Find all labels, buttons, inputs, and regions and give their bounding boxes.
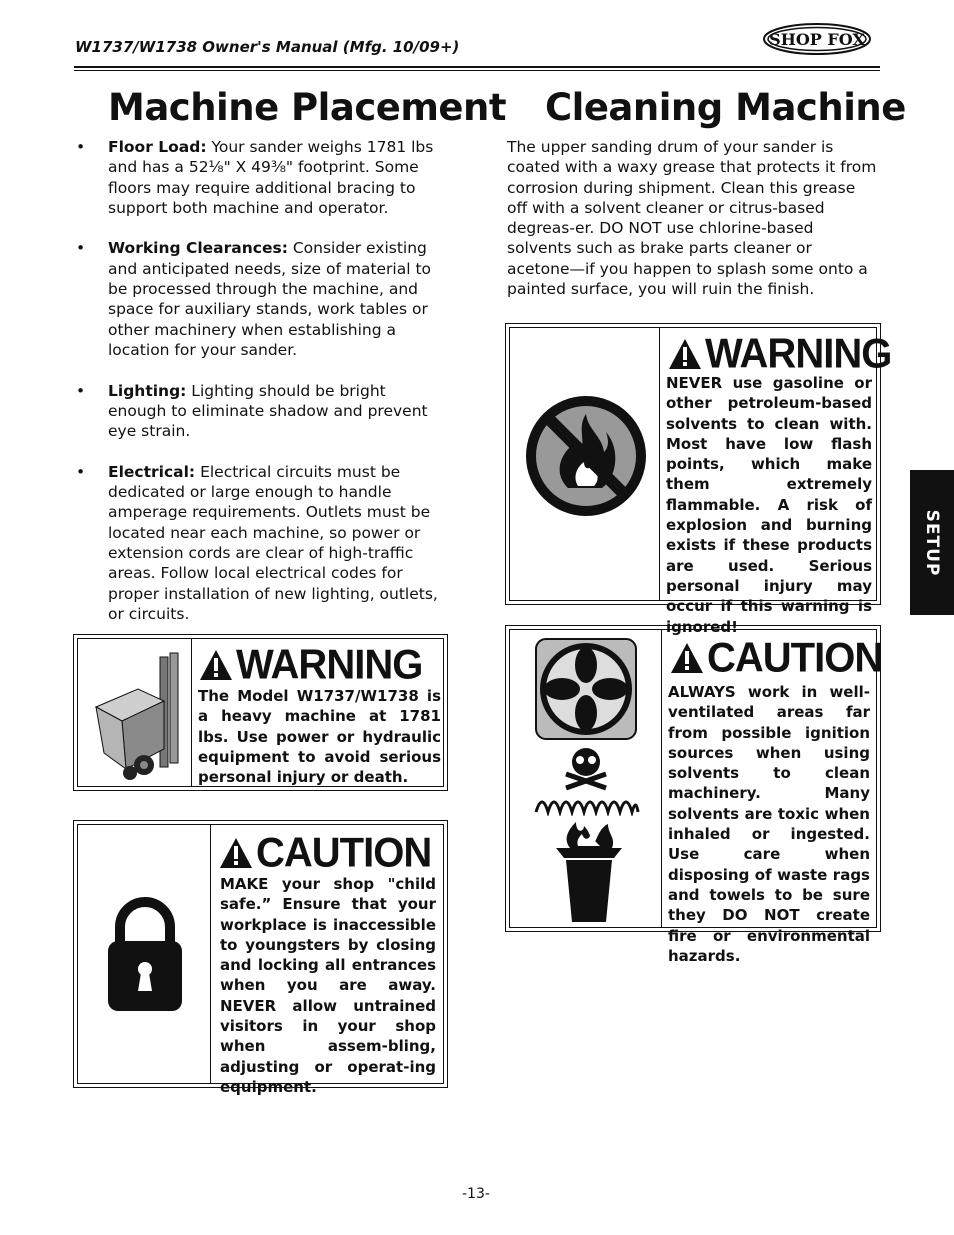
fan-icon <box>534 637 638 741</box>
list-item: • Lighting: Lighting should be bright enough to eliminate shadow and prevent eye strain. <box>74 381 446 442</box>
cleaning-machine-heading: Cleaning Machine <box>545 86 906 129</box>
heavy-machine-warning-box <box>73 634 448 791</box>
machine-placement-heading: Machine Placement <box>108 86 507 129</box>
caution-header <box>669 634 883 682</box>
page-number: -13- <box>462 1186 490 1202</box>
warning-triangle-icon <box>198 648 234 682</box>
burning-waste-bin-icon <box>554 818 624 924</box>
solvent-warning-box <box>505 323 892 636</box>
warning-label: WARNING <box>236 641 423 689</box>
warning-label: WARNING <box>705 330 892 378</box>
toxic-fumes-icon <box>532 742 640 816</box>
shop-fox-logo <box>762 22 872 56</box>
caution-text: MAKE your shop "child safe.” Ensure that your workplace is inaccessible to youngsters by closing and locking all entrances when you are away. NEVER allow untrained visitors in your shop when assem-bling, adjusting or operat-ing equipment. <box>220 875 436 1096</box>
setup-section-tab <box>910 470 954 615</box>
warning-text: NEVER use gasoline or other petroleum-based solvents to clean with. Most have low flash points, which make them extremely flammable. A risk of explosion and burning exists if these products are used. Serious personal injury may occur if this warning is ignored! <box>666 374 872 636</box>
header-rule-thin <box>74 70 880 71</box>
setup-tab-label: SETUP <box>922 509 942 576</box>
no-fire-icon <box>522 392 650 520</box>
svg-text:SHOP FOX: SHOP FOX <box>769 30 865 49</box>
ventilation-caution-box <box>505 625 883 965</box>
warning-header <box>198 641 423 689</box>
caution-header <box>218 829 432 877</box>
caution-text: ALWAYS work in well-ventilated areas far from possible ignition sources when using solvents to clean machinery. Many solvents are toxic when inhaled or ingested. Use care when disposing of waste rags and towels to be sure they DO NOT create fire or environmental hazards. <box>668 683 870 965</box>
warning-header <box>667 330 892 378</box>
list-item: • Electrical: Electrical circuits must be dedicated or large enough to handle amperage requirements. Outlets must be located near each machine, so power or extension cords are clear of high-traffic areas. Follow local electrical codes for proper installation of new lighting, outlets, or circuits. <box>74 462 446 624</box>
padlock-icon <box>106 895 184 1013</box>
caution-label: CAUTION <box>256 829 432 877</box>
list-item: • Floor Load: Your sander weighs 1781 lbs and has a 52¹⁄₈" X 49³⁄₈" footprint. Some floors may require additional bracing to support both machine and operator. <box>74 137 446 218</box>
caution-label: CAUTION <box>707 634 883 682</box>
caution-triangle-icon <box>218 836 254 870</box>
warning-triangle-icon <box>667 337 703 371</box>
caution-triangle-icon <box>669 641 705 675</box>
placement-bullet-list <box>74 137 446 644</box>
header-rule <box>74 66 880 68</box>
hand-truck-icon <box>92 649 188 783</box>
warning-text: The Model W1737/W1738 is a heavy machine at 1781 lbs. Use power or hydraulic equipment to avoid serious personal injury or death. <box>198 687 441 787</box>
child-safe-caution-box <box>73 820 448 1096</box>
manual-title: W1737/W1738 Owner's Manual (Mfg. 10/09+) <box>75 38 460 56</box>
cleaning-paragraph: The upper sanding drum of your sander is coated with a waxy grease that protects it from corrosion during shipment. Clean this grease off with a solvent cleaner or citrus-based degreas-er. DO NOT use chlorine-based solvents such as brake parts cleaner or acetone—if you happen to splash some onto a painted surface, you will ruin the finish. <box>507 138 877 299</box>
list-item: • Working Clearances: Consider existing and anticipated needs, size of material to be processed through the machine, and space for auxiliary stands, work tables or other machinery when establishing a location for your sander. <box>74 238 446 360</box>
